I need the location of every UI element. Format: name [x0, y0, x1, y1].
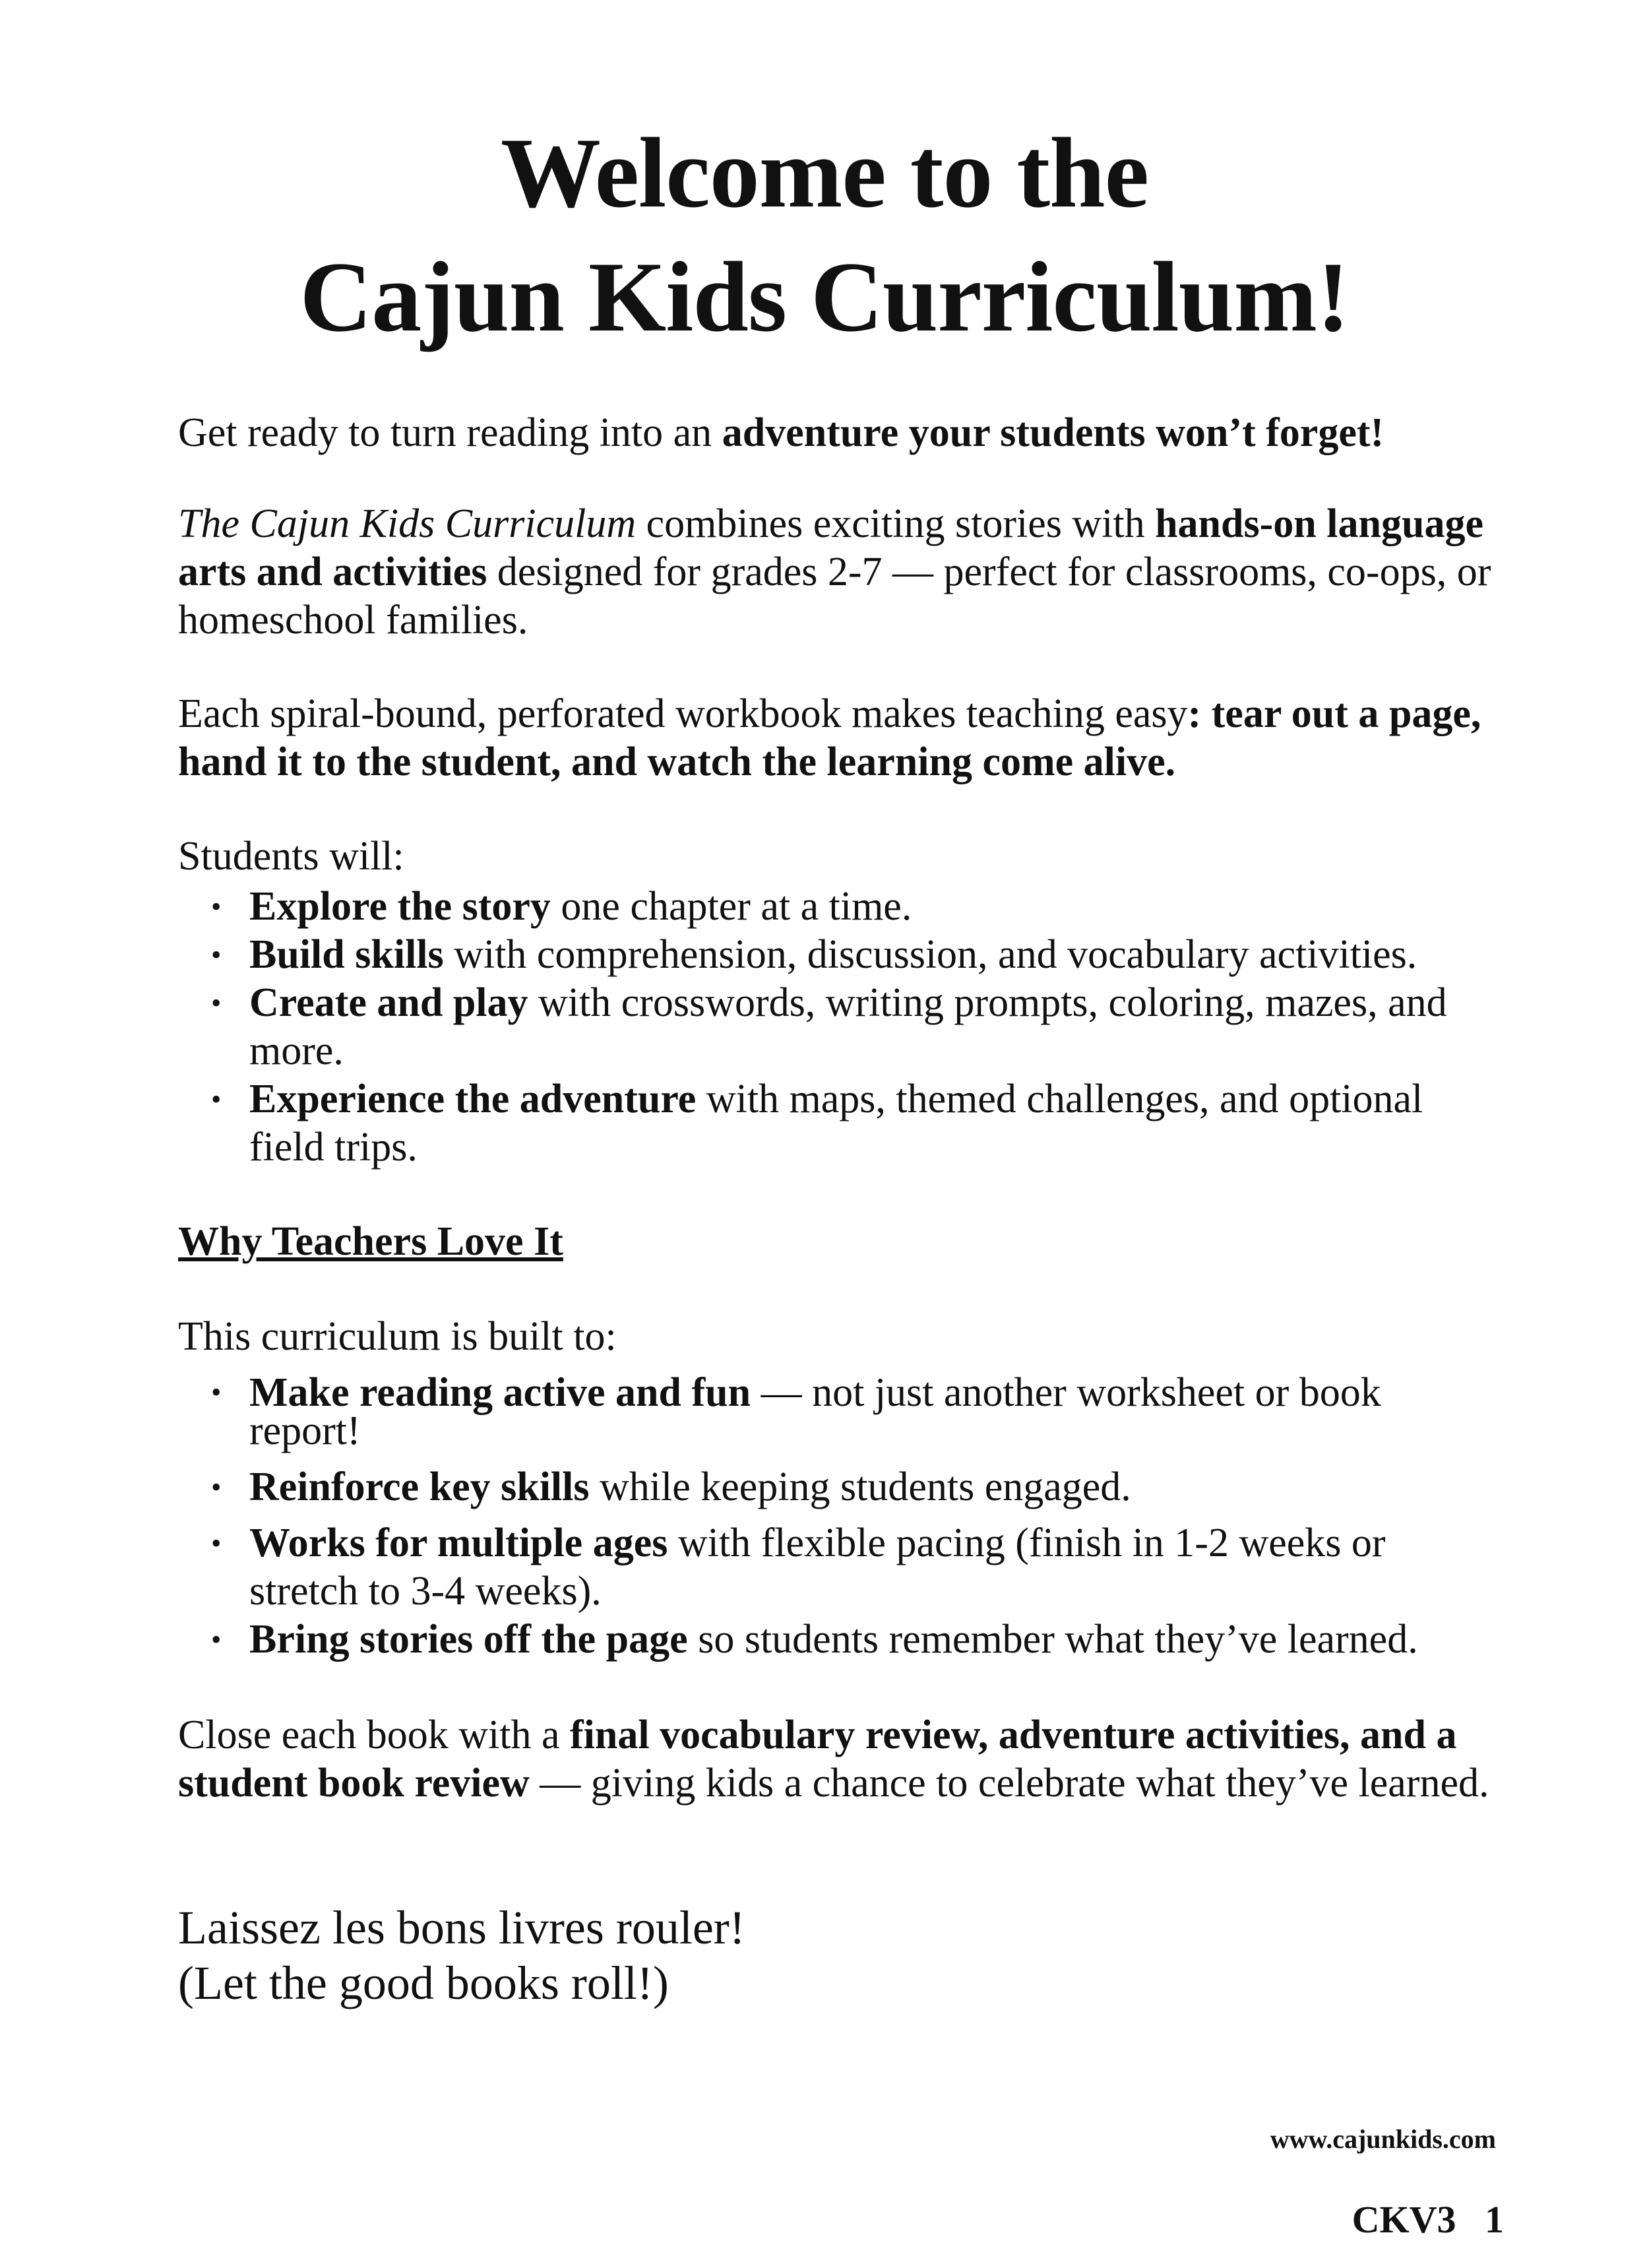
list-item-text: so students remember what they’ve learned. [687, 1617, 1418, 1662]
page-title [0, 111, 1649, 360]
list-item-text: — not just another worksheet or book report! [249, 1370, 1381, 1453]
list-item-bold: Works for multiple ages [249, 1521, 668, 1565]
website-link[interactable]: www.cajunkids.com [1270, 2124, 1496, 2154]
closing-paragraph [178, 1711, 1497, 1808]
students-intro: Students will: [178, 834, 404, 879]
list-item [178, 1463, 1497, 1511]
list-item [178, 883, 1497, 931]
students-list [178, 883, 1497, 1172]
list-item [178, 931, 1497, 979]
list-item-bold: Explore the story [249, 884, 551, 929]
description-text-2: designed for grades 2-7 — perfect for classrooms, co-ops, or homeschool families. [178, 550, 1491, 643]
teachers-list [178, 1370, 1497, 1664]
list-item [178, 1370, 1497, 1453]
intro-lead-bold: adventure your students won’t forget! [722, 410, 1385, 455]
list-item-text: one chapter at a time. [550, 884, 912, 929]
intro-lead-text: Get ready to turn reading into an [178, 410, 722, 455]
list-item-text: with maps, themed challenges, and optional field trips. [249, 1077, 1423, 1170]
description-text-1: combines exciting stories with [636, 501, 1156, 546]
page-number: 1 [1485, 2198, 1504, 2241]
page-footer-code [1352, 2197, 1504, 2243]
list-item-bold: Bring stories off the page [249, 1617, 688, 1662]
section-heading: Why Teachers Love It [178, 1219, 563, 1264]
description-bold: hands-on language arts and activities [178, 501, 1483, 594]
list-item [178, 1519, 1497, 1616]
workbook-paragraph [178, 690, 1497, 786]
closing-text-2: — giving kids a chance to celebrate what they’ve learned. [529, 1761, 1489, 1806]
list-item-text: while keeping students engaged. [589, 1465, 1131, 1509]
intro-paragraph [178, 409, 1497, 457]
list-item [178, 1616, 1497, 1664]
motto-english: (Let the good books roll!) [178, 1957, 669, 2009]
title-line-1: Welcome to the [500, 117, 1149, 228]
list-item-text: with comprehension, discussion, and vocabulary activities. [443, 932, 1417, 977]
list-item-bold: Create and play [249, 980, 528, 1025]
curriculum-title-italic: The Cajun Kids Curriculum [178, 501, 637, 546]
list-item [178, 1075, 1497, 1172]
list-item-text: with crosswords, writing prompts, coloring, mazes, and more. [249, 980, 1447, 1073]
description-paragraph [178, 500, 1497, 645]
list-item-bold: Build skills [249, 932, 444, 977]
list-item-bold: Experience the adventure [249, 1077, 697, 1121]
list-item-bold: Reinforce key skills [249, 1465, 590, 1509]
list-item-bold: Make reading active and fun [249, 1370, 751, 1415]
workbook-text: Each spiral-bound, perforated workbook makes teaching easy [178, 691, 1188, 736]
book-code: CKV3 [1352, 2198, 1456, 2241]
list-item [178, 979, 1497, 1075]
teachers-intro: This curriculum is built to: [178, 1314, 617, 1359]
closing-bold: final vocabulary review, adventure activities, and a student book review [178, 1713, 1457, 1806]
closing-text-1: Close each book with a [178, 1713, 571, 1757]
title-line-2: Cajun Kids Curriculum! [299, 241, 1350, 353]
workbook-bold: : tear out a page, hand it to the student, and watch the learning come alive. [178, 691, 1481, 784]
motto-french: Laissez les bons livres rouler! [178, 1901, 745, 1954]
list-item-text: with flexible pacing (finish in 1-2 weeks or stretch to 3-4 weeks). [249, 1521, 1386, 1614]
motto [178, 1900, 745, 2011]
